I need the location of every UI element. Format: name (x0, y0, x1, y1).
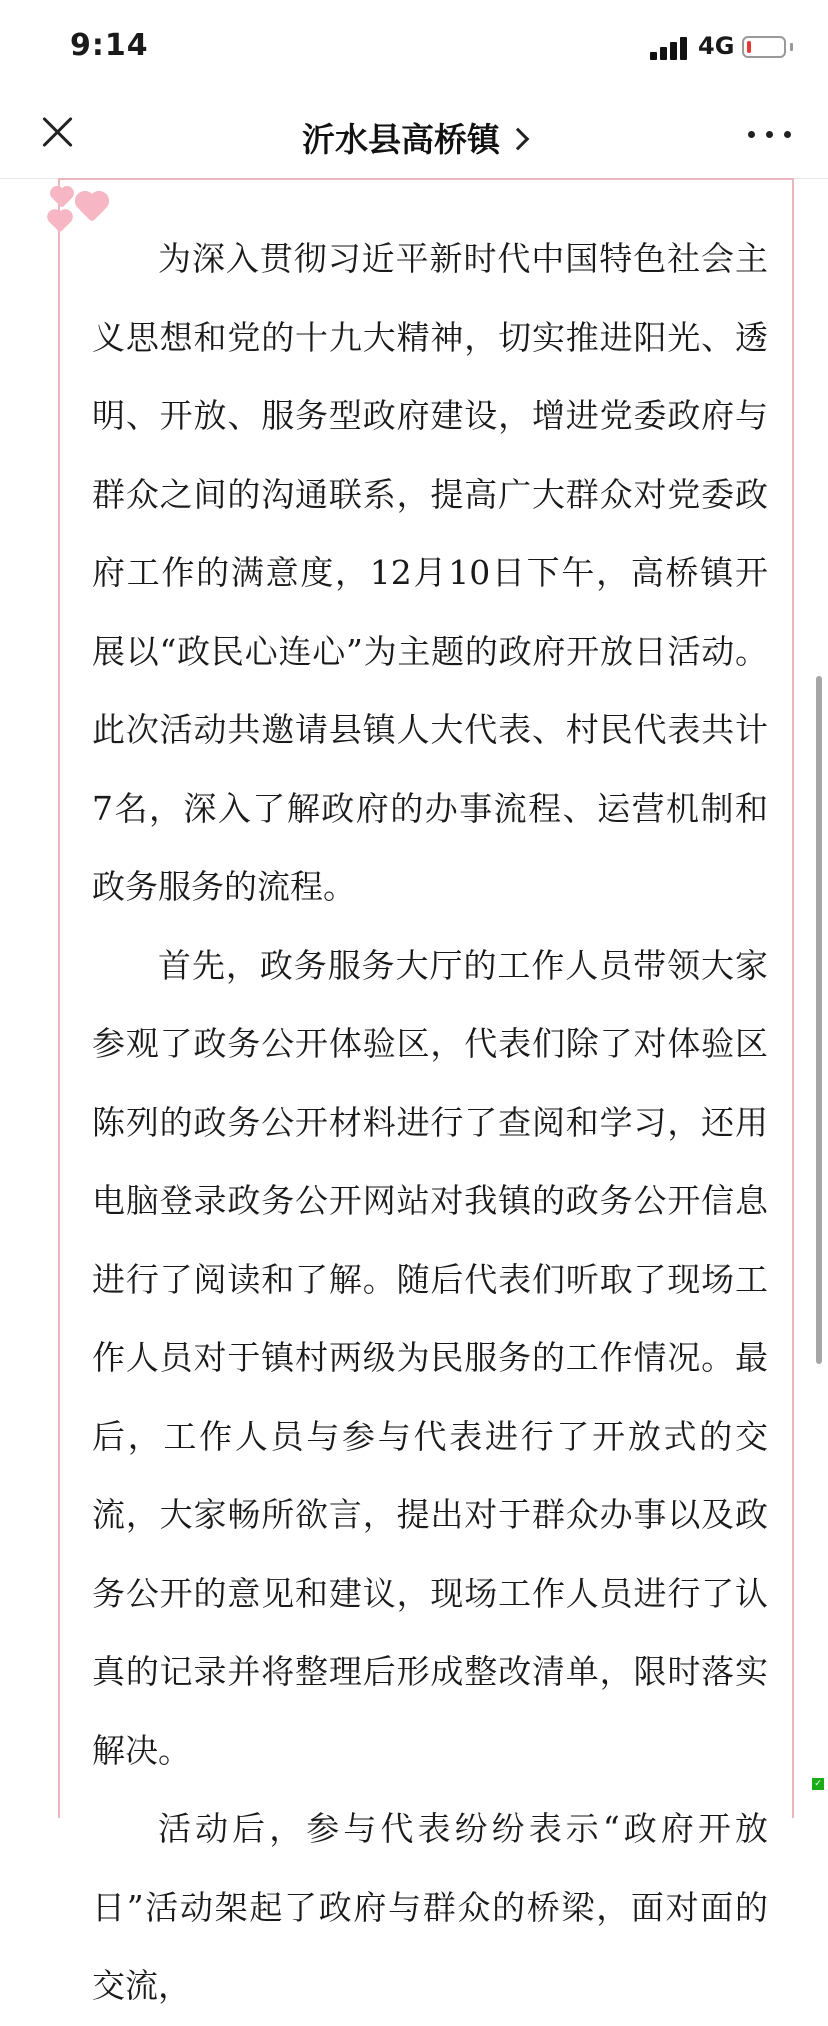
status-time: 9:14 (70, 28, 149, 63)
battery-icon (742, 36, 786, 58)
corner-check-icon: ✓ (812, 1778, 824, 1790)
article-content (92, 220, 768, 2026)
article-paragraph: 活动后，参与代表纷纷表示“政府开放日”活动架起了政府与群众的桥梁，面对面的交流， (92, 1809, 768, 2005)
chevron-right-icon (507, 128, 530, 151)
network-label: 4G (698, 32, 735, 60)
account-name-button[interactable] (302, 114, 526, 161)
more-icon[interactable] (748, 126, 794, 142)
nav-bar (0, 96, 828, 179)
battery-level (747, 41, 751, 53)
battery-cap (790, 43, 793, 51)
article-paragraph: 为深入贯彻习近平新时代中国特色社会主义思想和党的十九大精神，切实推进阳光、透明、开放、服务型政府建设，增进党委政府与群众之间的沟通联系，提高广大群众对党委政府工作的满意度，12月10日下午，高桥镇开展以“政民心连心”为主题的政府开放日活动。此次活动共邀请县镇人大代表、村民代表共计7名，深入了解政府的办事流程、运营机制和政务服务的流程。 (92, 239, 768, 906)
nav-title (0, 114, 828, 161)
scrollbar[interactable] (816, 676, 822, 1364)
signal-icon (650, 36, 690, 60)
status-bar (0, 0, 828, 96)
account-name: 沂水县高桥镇 (302, 120, 500, 159)
article-paragraph: 首先，政务服务大厅的工作人员带领大家参观了政务公开体验区，代表们除了对体验区陈列的政务公开材料进行了查阅和学习，还用电脑登录政务公开网站对我镇的政务公开信息进行了阅读和了解。随后代表们听取了现场工作人员对于镇村两级为民服务的工作情况。最后，工作人员与参与代表进行了开放式的交流，大家畅所欲言，提出对于群众办事以及政务公开的意见和建议，现场工作人员进行了认真的记录并将整理后形成整改清单，限时落实解决。 (92, 945, 768, 1770)
